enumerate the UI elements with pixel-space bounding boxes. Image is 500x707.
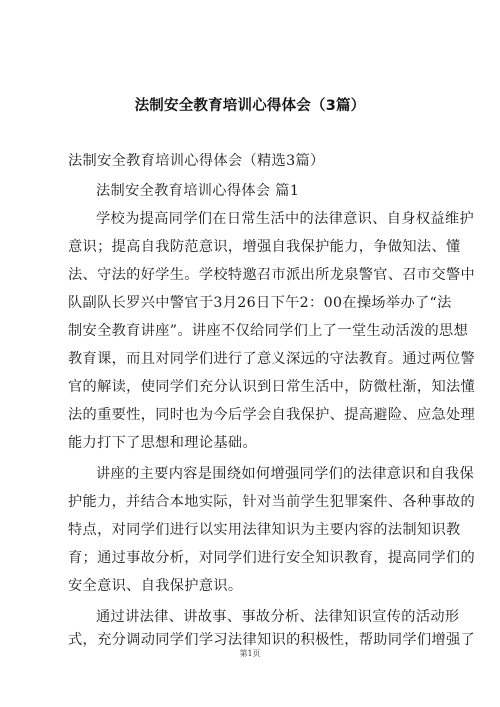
- paragraph-line: 意识；提高自我防范意识，增强自我保护能力，争做知法、懂: [68, 239, 461, 255]
- paragraph-line: 队副队长罗兴中警官于3月26日下午2：00在操场举办了“法: [68, 295, 452, 311]
- paragraph-line: 学校为提高同学们在日常生活中的法律意识、自身权益维护: [96, 211, 474, 227]
- paragraph-line: 安全意识、自我保护意识。: [68, 578, 243, 594]
- paragraph-line: 育；通过事故分析，对同学们进行安全知识教育，提高同学们的: [68, 550, 476, 566]
- paragraph-line: 式，充分调动同学们学习法律知识的积极性，帮助同学们增强了: [68, 632, 476, 648]
- page-number: 第1页: [239, 649, 261, 658]
- paragraph-line: 法的重要性，同时也为今后学会自我保护、提高避险、应急处理: [68, 407, 476, 423]
- paragraph-line: 制安全教育讲座”。讲座不仅给同学们上了一堂生动活泼的思想: [68, 323, 469, 339]
- document-title: 法制安全教育培训心得体会（3篇）: [134, 98, 366, 114]
- paragraph-line: 教育课，而且对同学们进行了意义深远的守法教育。通过两位警: [68, 351, 476, 367]
- paragraph-line: 法、守法的好学生。学校特邀召市派出所龙泉警官、召市交警中: [68, 267, 476, 283]
- section-heading: 法制安全教育培训心得体会 篇1: [96, 183, 300, 199]
- paragraph-line: 特点，对同学们进行以实用法律知识为主要内容的法制知识教: [68, 522, 461, 538]
- paragraph-line: 能力打下了思想和理论基础。: [68, 435, 257, 451]
- paragraph-line: 护能力，并结合本地实际，针对当前学生犯罪案件、各种事故的: [68, 494, 476, 510]
- document-subtitle: 法制安全教育培训心得体会（精选3篇）: [68, 153, 325, 169]
- paragraph-line: 通过讲法律、讲故事、事故分析、法律知识宣传的活动形: [96, 609, 460, 625]
- paragraph-line: 讲座的主要内容是围绕如何增强同学们的法律意识和自我保: [96, 466, 474, 482]
- paragraph-line: 官的解读，使同学们充分认识到日常生活中，防微杜渐，知法懂: [68, 379, 476, 395]
